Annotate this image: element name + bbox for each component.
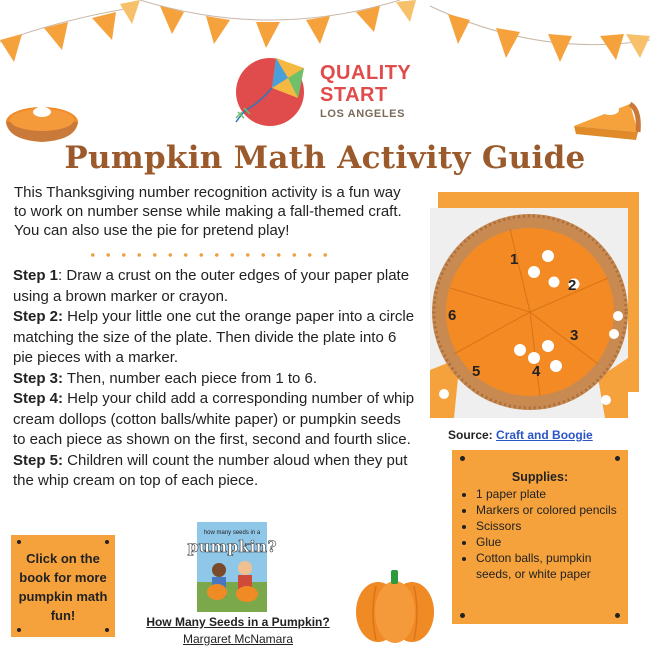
logo-line-quality: QUALITY (320, 62, 412, 84)
pin-dot (17, 628, 21, 632)
source-credit (448, 428, 593, 442)
supplies-heading: Supplies: (511, 470, 569, 484)
craft-photo (430, 208, 628, 418)
quality-start-logo (232, 52, 432, 130)
pumpkin-icon (352, 566, 438, 646)
slice-number: 2 (568, 277, 577, 294)
book-cover-small-text: how many seeds in a (203, 530, 261, 536)
slice-number: 4 (532, 363, 541, 380)
slice-number: 1 (510, 251, 519, 268)
pin-dot (105, 628, 109, 632)
step-4 (13, 390, 414, 448)
step-text: Then, number each piece from 1 to 6. (63, 369, 318, 387)
source-label: Source: (448, 428, 493, 442)
supply-item: • 1 paper plate (476, 486, 621, 502)
step-label: Step 4: (13, 390, 64, 407)
book-cover-image (187, 522, 277, 612)
step-3 (13, 370, 317, 387)
book-cover-big-text: pumpkin? (187, 537, 277, 556)
steps-list (13, 266, 415, 492)
cta-text: Click on the book for more pumpkin math fun! (18, 551, 108, 623)
source-link[interactable]: Craft and Boogie (496, 428, 593, 442)
book-cover-link[interactable] (187, 522, 277, 612)
pin-dot (460, 456, 465, 461)
slice-number: 6 (448, 307, 457, 324)
step-text: Children will count the number aloud when they put the whip cream on top of each piece. (13, 451, 408, 489)
step-5 (13, 452, 407, 490)
pin-dot (17, 540, 21, 544)
slice-number: 5 (472, 363, 481, 380)
pin-dot (460, 613, 465, 618)
pin-dot (615, 456, 620, 461)
step-sep: : (58, 267, 63, 284)
dotted-divider (85, 250, 335, 260)
supply-item: • Markers or colored pencils (476, 502, 621, 518)
step-label: Step 2: (13, 308, 64, 325)
step-1 (13, 267, 409, 305)
book-cta-box (11, 535, 115, 637)
logo-line-los-angeles: LOS ANGELES (320, 108, 406, 120)
slice-number: 3 (570, 327, 579, 344)
pin-dot (105, 540, 109, 544)
step-text: Draw a crust on the outer edges of your paper plate using a brown marker or crayon. (13, 267, 410, 305)
book-author[interactable]: Margaret McNamara (182, 632, 294, 646)
step-label: Step 5: (13, 451, 64, 469)
intro-paragraph: This Thanksgiving number recognition activity is a fun way to work on number sense while making a fall-themed craft. You can also use the pie for pretend play! (14, 184, 402, 239)
step-text: Help your little one cut the orange paper into a circle matching the size of the plate. Then divide the plate into 6 pie pieces with a marker. (13, 308, 415, 366)
supply-item: • Glue (476, 534, 621, 550)
book-title[interactable]: How Many Seeds in a Pumpkin? (146, 615, 330, 629)
logo-line-start: START (320, 84, 388, 106)
supply-item: • Scissors (476, 518, 621, 534)
page-title: Pumpkin Math Activity Guide (64, 140, 586, 176)
step-label: Step 3: (13, 369, 64, 387)
pie-slice-icon (570, 92, 642, 144)
step-text: Help your child add a corresponding number of whip cream dollops (cotton balls/white paper) or pumpkin seeds to each piece as shown on the first, second and fourth slice. (13, 390, 415, 448)
step-2 (13, 308, 414, 366)
supply-item: • Cotton balls, pumpkin seeds, or white paper (476, 550, 621, 582)
supplies-list (476, 486, 621, 582)
paper-plate-pie-image (430, 208, 628, 418)
kite-logo-icon (232, 54, 310, 128)
step-label: Step 1 (13, 267, 59, 284)
pin-dot (615, 613, 620, 618)
craft-photo-frame (430, 192, 639, 418)
supplies-box (452, 450, 628, 624)
